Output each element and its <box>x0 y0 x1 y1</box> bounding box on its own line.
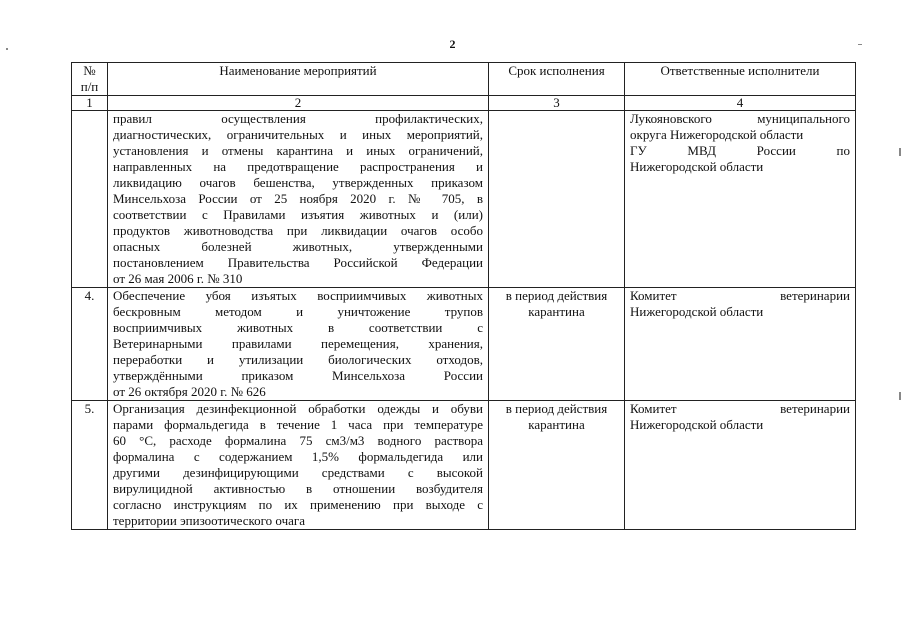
measure-name: Обеспечение убоя изъятых восприимчивых животных бескровным методом и уничтожение трупов восприимчивых животных в соответствии с Ветеринарными правилами перемещения, хранения, переработки и утилизации биологических отходов, утверждёнными приказом Минсельхоза России от 26 октября 2020 г. № 626 <box>108 288 489 401</box>
column-number-row <box>72 96 856 111</box>
scan-speck <box>6 48 8 50</box>
table-row <box>72 111 856 288</box>
row-number <box>72 111 108 288</box>
column-number: 4 <box>625 96 856 111</box>
responsible-cell: Лукояновского муниципального округа Нижегородской области ГУ МВД России по Нижегородской области <box>625 111 856 288</box>
header-responsible: Ответственные исполнители <box>625 63 856 96</box>
table-row <box>72 288 856 401</box>
row-number: 4. <box>72 288 108 401</box>
column-number: 1 <box>72 96 108 111</box>
term-cell: в период действия карантина <box>489 288 625 401</box>
measure-name: правил осуществления профилактических, диагностических, ограничительных и иных мероприятий, установления и отмены карантина и иных ограничений, направленных на предотвращение распространения и ликвидацию очагов бешенства, утвержденных приказом Минсельхоза России от 25 ноября 2020 г. № 705, в соответствии с Правилами изъятия животных и (или) продуктов животноводства при ликвидации очагов особо опасных болезней животных, утвержденными постановлением Правительства Российской Федерации от 26 мая 2006 г. № 310 <box>108 111 489 288</box>
column-number: 2 <box>108 96 489 111</box>
page-number: 2 <box>449 37 456 51</box>
table-row <box>72 401 856 530</box>
measure-name: Организация дезинфекционной обработки одежды и обуви парами формальдегида в течение 1 часа при температуре 60 °С, расходе формалина 75 см3/м3 водного раствора формалина с содержанием 1,5% формальдегида или другими дезинфицирующими средствами с высокой вирулицидной активностью в отношении возбудителя согласно инструкциям по их применению при выходе с территории эпизоотического очага <box>108 401 489 530</box>
column-number: 3 <box>489 96 625 111</box>
scan-speck <box>899 392 901 400</box>
measures-table <box>71 62 856 530</box>
header-term: Срок исполнения <box>489 63 625 96</box>
term-cell: в период действия карантина <box>489 401 625 530</box>
row-number: 5. <box>72 401 108 530</box>
scan-speck <box>899 148 901 156</box>
table-header-row <box>72 63 856 96</box>
term-cell <box>489 111 625 288</box>
header-num: № п/п <box>72 63 108 96</box>
responsible-cell: Комитет ветеринарии Нижегородской области <box>625 288 856 401</box>
responsible-cell: Комитет ветеринарии Нижегородской области <box>625 401 856 530</box>
scan-speck <box>858 44 862 45</box>
header-name: Наименование мероприятий <box>108 63 489 96</box>
